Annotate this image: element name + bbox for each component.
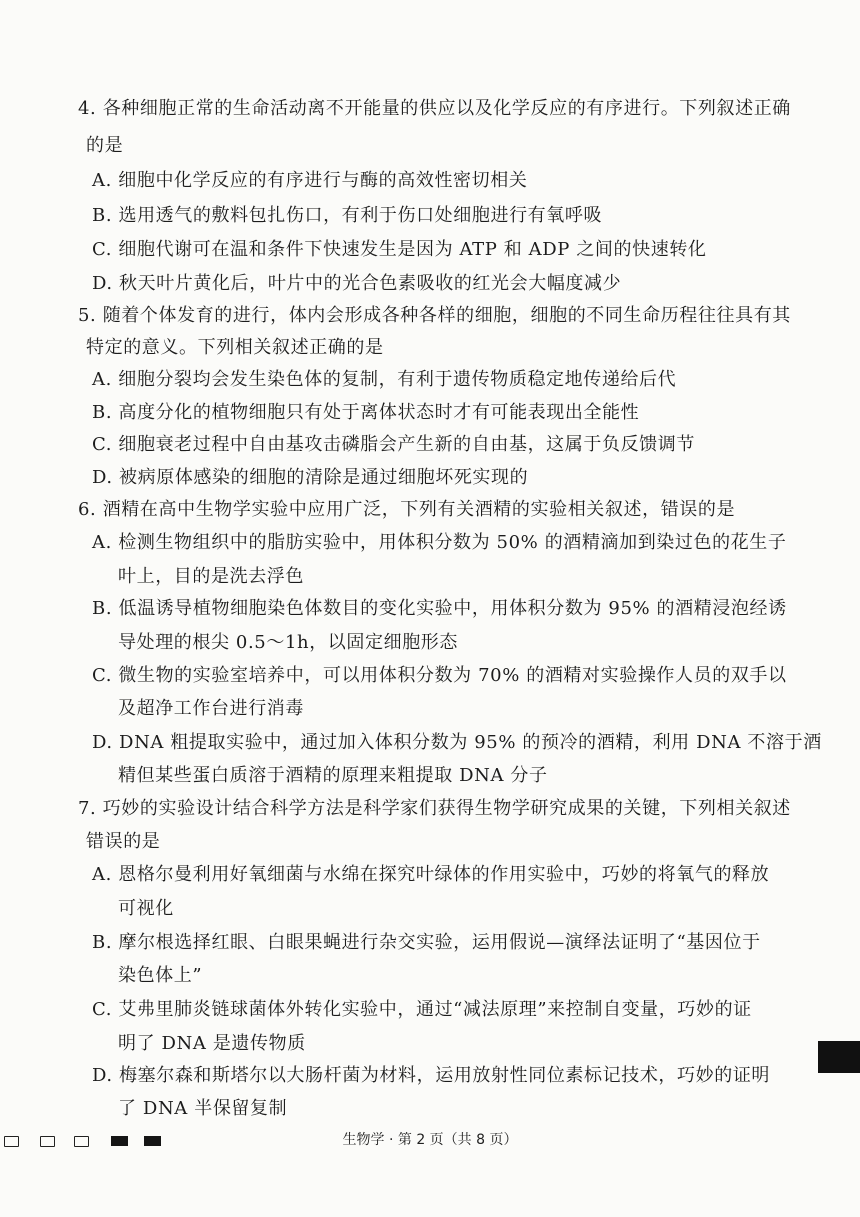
q7-option-d-line-1: D. 梅塞尔森和斯塔尔以大肠杆菌为材料，运用放射性同位素标记技术，巧妙的证明 bbox=[92, 1065, 771, 1086]
q7-option-a-line-1: A. 恩格尔曼利用好氧细菌与水绵在探究叶绿体的作用实验中，巧妙的将氧气的释放 bbox=[92, 864, 770, 885]
q5-option-c: C. 细胞衰老过程中自由基攻击磷脂会产生新的自由基，这属于负反馈调节 bbox=[92, 434, 695, 455]
q6-option-b-line-1: B. 低温诱导植物细胞染色体数目的变化实验中，用体积分数为 95% 的酒精浸泡经诱 bbox=[92, 598, 787, 619]
q6-option-c-line-2: 及超净工作台进行消毒 bbox=[118, 698, 304, 719]
page-footer: 生物学 · 第 2 页（共 8 页） bbox=[342, 1132, 518, 1148]
q7-option-a-line-2: 可视化 bbox=[118, 898, 174, 919]
q6-option-b-line-2: 导处理的根尖 0.5～1h，以固定细胞形态 bbox=[118, 632, 458, 653]
q4-option-a: A. 细胞中化学反应的有序进行与酶的高效性密切相关 bbox=[92, 170, 528, 191]
q6-option-a-line-1: A. 检测生物组织中的脂肪实验中，用体积分数为 50% 的酒精滴加到染过色的花生子 bbox=[92, 532, 787, 553]
q6-stem-line-1: 6. 酒精在高中生物学实验中应用广泛，下列有关酒精的实验相关叙述，错误的是 bbox=[78, 499, 736, 520]
q4-stem-line-2: 的是 bbox=[86, 135, 124, 156]
q6-option-c-line-1: C. 微生物的实验室培养中，可以用体积分数为 70% 的酒精对实验操作人员的双手以 bbox=[92, 665, 787, 686]
q7-stem-line-2: 错误的是 bbox=[86, 831, 161, 852]
q7-option-d-line-2: 了 DNA 半保留复制 bbox=[118, 1098, 288, 1119]
q5-option-a: A. 细胞分裂均会发生染色体的复制，有利于遗传物质稳定地传递给后代 bbox=[92, 369, 677, 390]
q5-stem-line-1: 5. 随着个体发育的进行，体内会形成各种各样的细胞，细胞的不同生命历程往往具有其 bbox=[78, 305, 791, 326]
q7-stem-line-1: 7. 巧妙的实验设计结合科学方法是科学家们获得生物学研究成果的关键，下列相关叙述 bbox=[78, 798, 791, 819]
q7-option-b-line-2: 染色体上” bbox=[118, 965, 203, 986]
q5-stem-line-2: 特定的意义。下列相关叙述正确的是 bbox=[86, 337, 384, 358]
q4-option-b: B. 选用透气的敷料包扎伤口，有利于伤口处细胞进行有氧呼吸 bbox=[92, 205, 603, 226]
q7-option-c-line-1: C. 艾弗里肺炎链球菌体外转化实验中，通过“减法原理”来控制自变量，巧妙的证 bbox=[92, 999, 752, 1020]
q5-option-d: D. 被病原体感染的细胞的清除是通过细胞坏死实现的 bbox=[92, 467, 529, 488]
q4-option-c: C. 细胞代谢可在温和条件下快速发生是因为 ATP 和 ADP 之间的快速转化 bbox=[92, 239, 707, 260]
q6-option-a-line-2: 叶上，目的是洗去浮色 bbox=[118, 566, 304, 587]
q7-option-c-line-2: 明了 DNA 是遗传物质 bbox=[118, 1033, 306, 1054]
q6-option-d-line-2: 精但某些蛋白质溶于酒精的原理来粗提取 DNA 分子 bbox=[118, 765, 548, 786]
alignment-marker bbox=[818, 1041, 860, 1073]
q5-option-b: B. 高度分化的植物细胞只有处于离体状态时才有可能表现出全能性 bbox=[92, 402, 640, 423]
q6-option-d-line-1: D. DNA 粗提取实验中，通过加入体积分数为 95% 的预冷的酒精，利用 DNA 不溶于酒 bbox=[92, 732, 822, 753]
q7-option-b-line-1: B. 摩尔根选择红眼、白眼果蝇进行杂交实验，运用假说—演绎法证明了“基因位于 bbox=[92, 932, 761, 953]
q4-option-d: D. 秋天叶片黄化后，叶片中的光合色素吸收的红光会大幅度减少 bbox=[92, 273, 622, 294]
q4-stem-line-1: 4. 各种细胞正常的生命活动离不开能量的供应以及化学反应的有序进行。下列叙述正确 bbox=[78, 98, 791, 119]
